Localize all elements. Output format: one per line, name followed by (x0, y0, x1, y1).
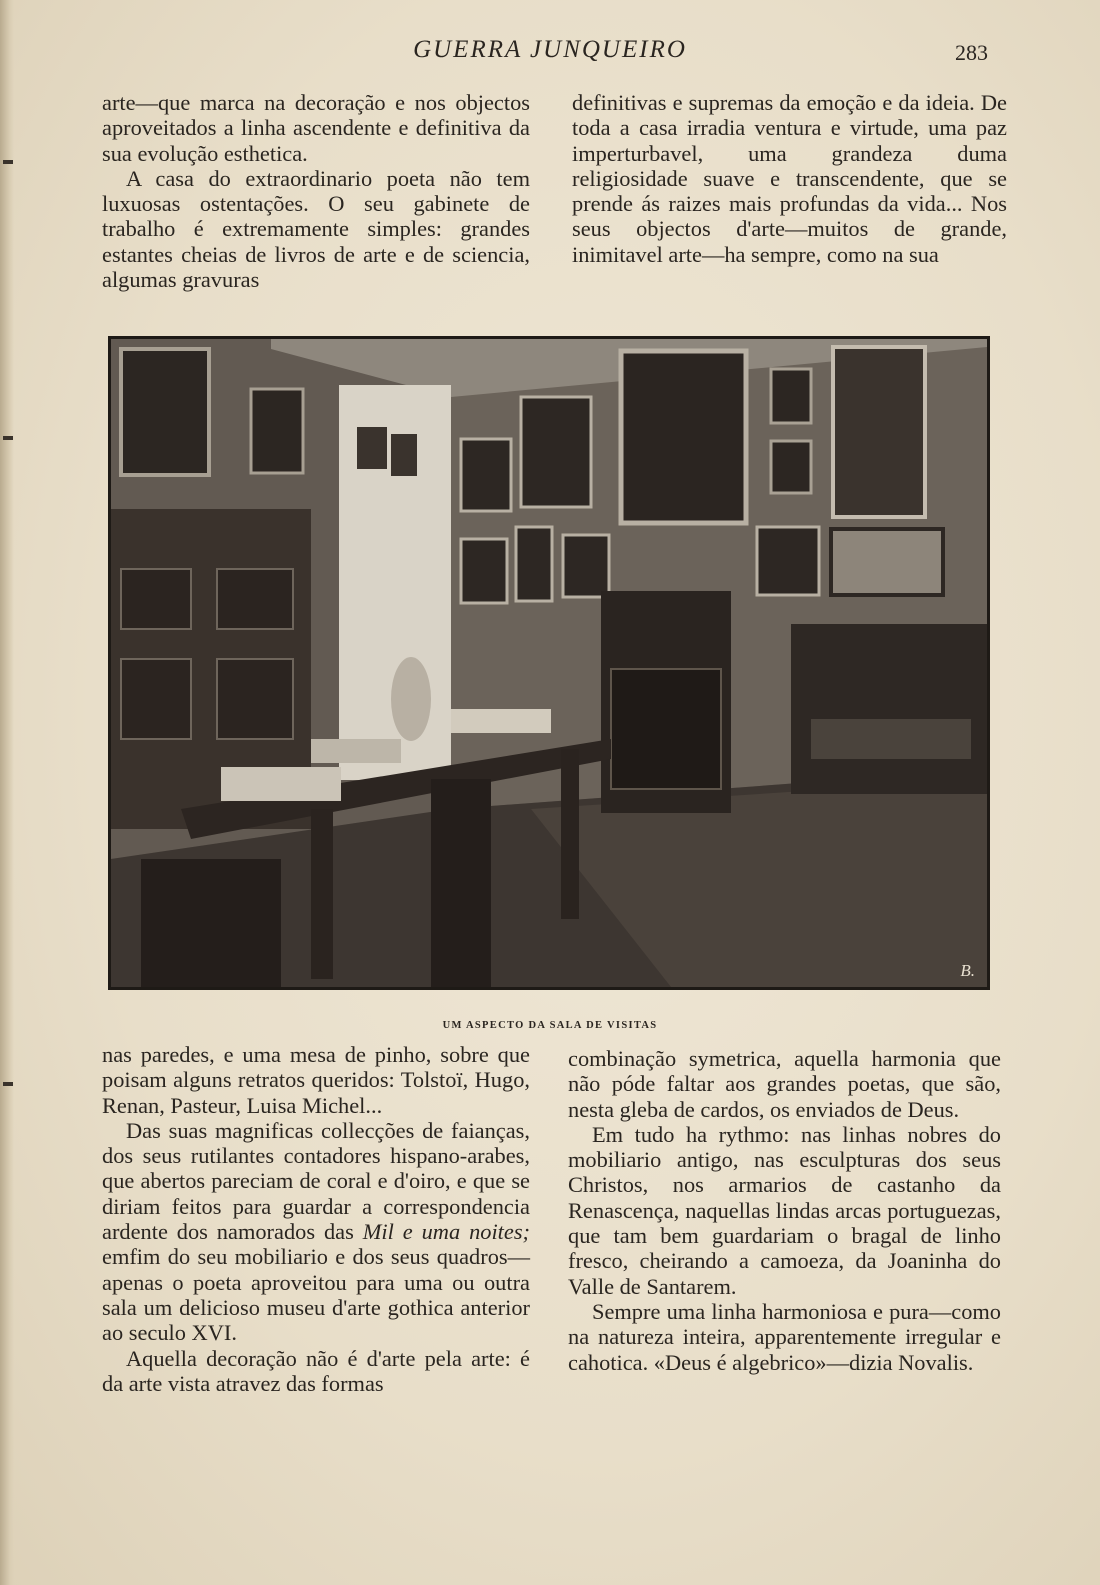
paragraph (102, 1118, 530, 1346)
paragraph: Aquella decoração não é d'arte pela arte: é da arte vista atravez das formas (102, 1345, 530, 1396)
book-title: Mil e uma noites; (362, 1219, 531, 1245)
column-top-right (572, 90, 1007, 267)
binding-mark (3, 436, 13, 440)
paragraph-text: Das suas magnificas collecções de faianças, dos seus rutilantes contadores hispano-arabes, que abertos pareciam de coral e d'oiro, e que se diriam feitos para guardar a correspondencia ardente dos namorados das (102, 1117, 530, 1245)
paragraph: combinação symetrica, aquella harmonia que não póde faltar aos grandes poetas, que são, nesta gleba de cardos, os enviados de Deus. (568, 1046, 1001, 1122)
running-head: GUERRA JUNQUEIRO (413, 36, 687, 63)
binding-edge (0, 0, 14, 1585)
paragraph: arte—que marca na decoração e nos objectos aproveitados a linha ascendente e definitiva da sua evolução esthetica. (102, 90, 530, 166)
paragraph: Sempre uma linha harmoniosa e pura—como na natureza inteira, apparentemente irregular e cahotica. «Deus é algebrico»—dizia Novalis. (568, 1298, 1001, 1375)
photograph-illustration (111, 339, 987, 987)
engraver-signature: B. (960, 961, 975, 980)
column-top-left (102, 90, 530, 292)
column-bottom-left (102, 1042, 530, 1396)
page-number: 283 (955, 40, 988, 65)
paragraph: definitivas e supremas da emoção e da ideia. De toda a casa irradia ventura e virtude, uma paz imperturbavel, uma grandeza duma religiosidade suave e transcendente, que se prende ás raizes mais profundas da vida... Nos seus objectos d'arte—muitos de grande, inimitavel arte—ha sempre, como na sua (572, 90, 1007, 267)
binding-mark (3, 1082, 13, 1086)
paragraph: nas paredes, e uma mesa de pinho, sobre que poisam alguns retratos queridos: Tolstoï, Hugo, Renan, Pasteur, Luisa Michel... (102, 1042, 530, 1118)
paragraph-text: emfim do seu mobiliario e dos seus quadros—apenas o poeta aproveitou para uma ou outra sala um delicioso museu d'arte gothica anterior ao seculo XVI. (102, 1244, 530, 1346)
column-bottom-right (568, 1046, 1001, 1375)
paragraph: A casa do extraordinario poeta não tem luxuosas ostentações. O seu gabinete de trabalho é extremamente simples: grandes estantes cheias de livros de arte e de sciencia, algumas gravuras (102, 165, 530, 293)
paragraph: Em tudo ha rythmo: nas linhas nobres do mobiliario antigo, nas esculpturas dos seus Christos, nos armarios de castanho da Renascença, naquellas lindas arcas portuguezas, que tam bem guardariam o bragal de linho fresco, cheirando a camoeza, da Joaninha do Valle de Santarem. (568, 1121, 1001, 1299)
photograph-sitting-room (108, 336, 990, 990)
binding-mark (3, 160, 13, 164)
figure-caption: UM ASPECTO DA SALA DE VISITAS (442, 1020, 658, 1031)
